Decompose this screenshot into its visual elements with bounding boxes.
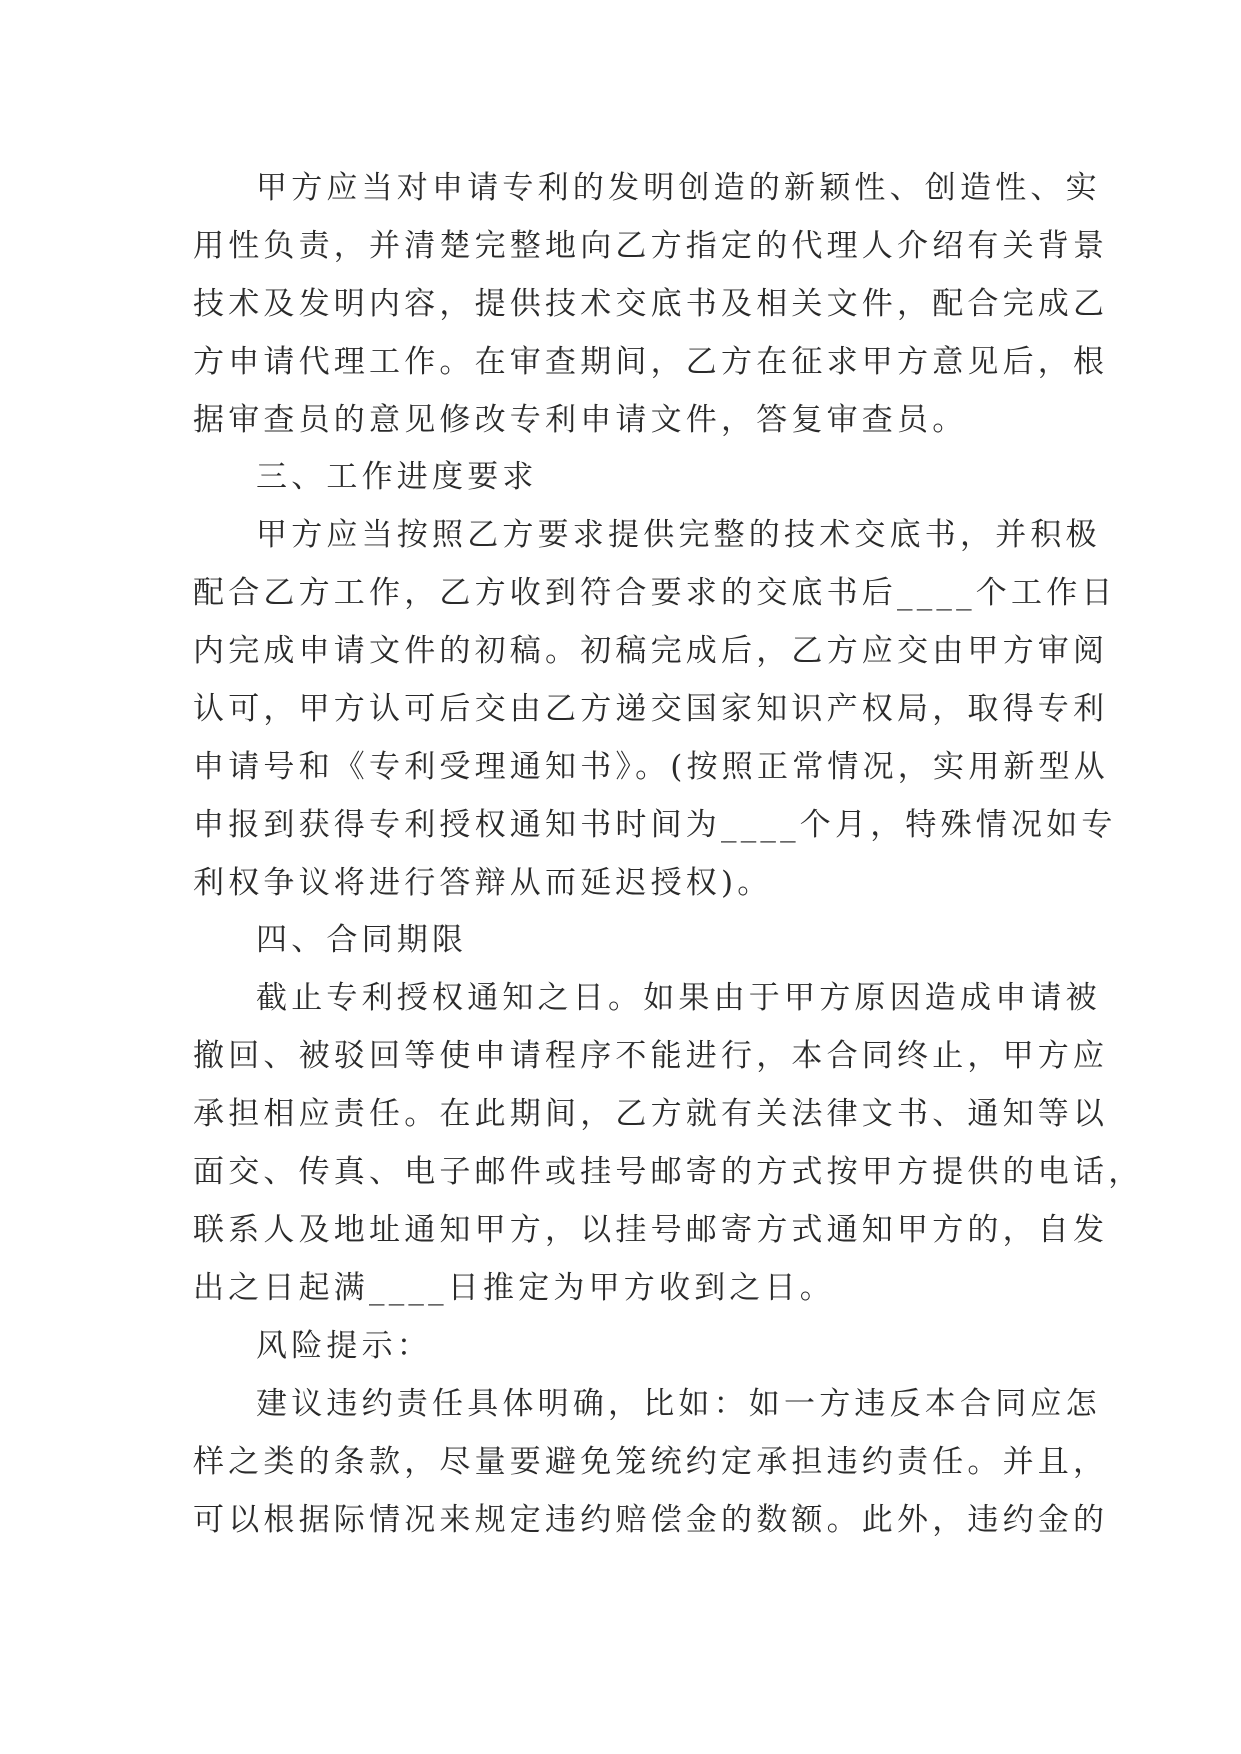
section-heading: 风险提示：	[256, 1328, 432, 1364]
paragraph-line: 出之日起满____日推定为甲方收到之日。	[193, 1270, 835, 1306]
paragraph-line: 内完成申请文件的初稿。初稿完成后，乙方应交由甲方审阅	[193, 633, 1109, 669]
paragraph-line: 面交、传真、电子邮件或挂号邮寄的方式按甲方提供的电话，	[193, 1154, 1144, 1190]
paragraph-line: 技术及发明内容，提供技术交底书及相关文件，配合完成乙	[193, 286, 1109, 322]
section-heading: 三、工作进度要求	[256, 459, 538, 495]
paragraph-line: 利权争议将进行答辩从而延迟授权)。	[193, 865, 773, 901]
paragraph-line: 撤回、被驳回等使申请程序不能进行，本合同终止，甲方应	[193, 1038, 1109, 1074]
paragraph-line: 样之类的条款，尽量要避免笼统约定承担违约责任。并且，	[193, 1444, 1109, 1480]
paragraph-line: 承担相应责任。在此期间，乙方就有关法律文书、通知等以	[193, 1096, 1109, 1132]
paragraph-line: 甲方应当按照乙方要求提供完整的技术交底书，并积极	[256, 517, 1101, 553]
paragraph-line: 据审查员的意见修改专利申请文件，答复审查员。	[193, 402, 968, 438]
paragraph-line: 用性负责，并清楚完整地向乙方指定的代理人介绍有关背景	[193, 228, 1109, 264]
paragraph-line: 方申请代理工作。在审查期间，乙方在征求甲方意见后，根	[193, 344, 1109, 380]
paragraph-line: 建议违约责任具体明确，比如：如一方违反本合同应怎	[256, 1386, 1101, 1422]
paragraph-line: 申报到获得专利授权通知书时间为____个月，特殊情况如专	[193, 807, 1117, 843]
paragraph-line: 申请号和《专利受理通知书》。(按照正常情况，实用新型从	[193, 749, 1109, 785]
paragraph-line: 甲方应当对申请专利的发明创造的新颖性、创造性、实	[256, 170, 1101, 206]
paragraph-line: 截止专利授权通知之日。如果由于甲方原因造成申请被	[256, 980, 1101, 1016]
paragraph-line: 可以根据际情况来规定违约赔偿金的数额。此外，违约金的	[193, 1502, 1109, 1538]
section-heading: 四、合同期限	[256, 922, 468, 958]
paragraph-line: 认可，甲方认可后交由乙方递交国家知识产权局，取得专利	[193, 691, 1109, 727]
paragraph-line: 联系人及地址通知甲方，以挂号邮寄方式通知甲方的，自发	[193, 1212, 1109, 1248]
paragraph-line: 配合乙方工作，乙方收到符合要求的交底书后____个工作日	[193, 575, 1117, 611]
